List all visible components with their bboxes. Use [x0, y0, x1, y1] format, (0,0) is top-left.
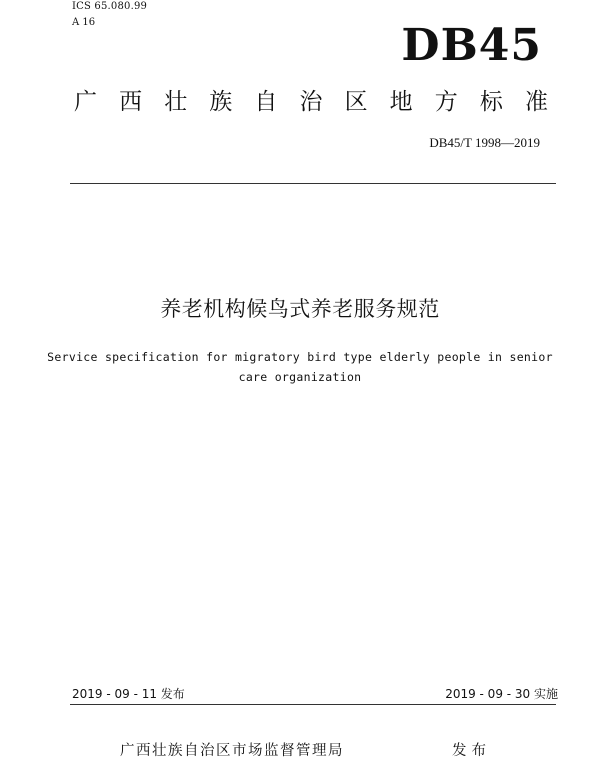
title-en-line: Service specification for migratory bird type elderly people in senior [47, 350, 553, 364]
document-title-en [40, 347, 560, 387]
title-en-line: care organization [238, 370, 362, 384]
ccs-code: A 16 [72, 17, 96, 28]
standard-type-char: 准 [524, 89, 548, 115]
standard-type-heading [74, 87, 548, 117]
standard-type-char: 区 [344, 89, 368, 115]
standard-code-logo: DB45 [401, 20, 542, 71]
bottom-divider [70, 704, 556, 705]
issue-date: 2019 - 09 - 11 发布 [72, 687, 185, 701]
standard-type-char: 地 [389, 89, 413, 115]
standard-type-char: 广 [74, 89, 97, 115]
standard-type-char: 西 [119, 89, 143, 115]
issue-label: 发布 [452, 743, 491, 759]
standard-type-char: 标 [479, 89, 503, 115]
standard-type-char: 族 [209, 89, 233, 115]
top-divider [70, 183, 556, 184]
document-title-cn: 养老机构候鸟式养老服务规范 [160, 297, 440, 321]
standard-type-char: 治 [299, 89, 323, 115]
ics-code: ICS 65.080.99 [72, 1, 148, 12]
standard-number: DB45/T 1998—2019 [429, 135, 540, 150]
issuing-authority: 广西壮族自治区市场监督管理局 [120, 743, 344, 759]
standard-type-char: 方 [434, 89, 458, 115]
standard-type-char: 自 [254, 89, 278, 115]
standard-type-char: 壮 [164, 89, 188, 115]
implementation-date: 2019 - 09 - 30 实施 [445, 687, 558, 701]
